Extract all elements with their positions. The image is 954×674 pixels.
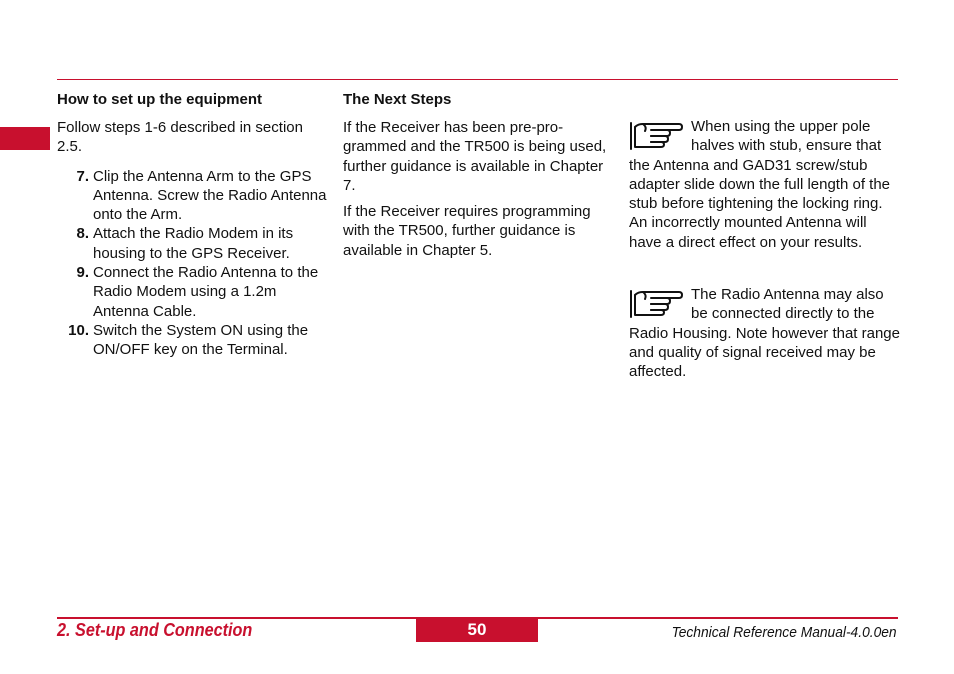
setup-heading: How to set up the equipment	[57, 91, 262, 108]
footer-manual-title: Technical Reference Manual-4.0.0en	[671, 624, 897, 641]
left-column	[57, 90, 329, 360]
next-steps-heading: The Next Steps	[343, 91, 452, 108]
step-number: 7.	[76, 167, 89, 185]
step-text: Connect the Radio Antenna to the Radio Modem using a 1.2m Antenna Cable.	[93, 264, 319, 320]
chapter-tab-marker	[0, 127, 50, 150]
step-text: Switch the System ON using the ON/OFF key on the Terminal.	[93, 321, 309, 359]
pointing-hand-icon	[629, 287, 683, 319]
setup-steps-list	[57, 167, 329, 360]
pointing-hand-icon	[629, 119, 683, 151]
step-number: 10.	[68, 321, 89, 339]
middle-column	[343, 90, 615, 267]
step-number: 8.	[76, 225, 89, 243]
note-text: The Radio Antenna may also be connected directly to the Radio Housing. Note however that range and quality of signal received may be affected.	[629, 286, 900, 381]
setup-intro: Follow steps 1-6 described in section 2.5.	[57, 119, 303, 156]
step-text: Attach the Radio Modem in its housing to the GPS Receiver.	[93, 225, 294, 262]
list-item	[57, 224, 329, 263]
note-text: When using the upper pole halves with stub, ensure that the Antenna and GAD31 screw/stub adapter slide down the full length of the stub before tightening the locking ring. An incorrectly mounted Antenna will have a direct effect on your results.	[629, 118, 891, 251]
right-column	[629, 90, 901, 382]
step-number: 9.	[76, 264, 89, 282]
page-number: 50	[416, 619, 538, 642]
next-steps-paragraph: If the Receiver has been pre-pro-grammed and the TR500 is being used, further guidance is available in Chapter 7.	[343, 119, 607, 194]
footer-chapter-title: 2. Set-up and Connection	[57, 620, 253, 640]
note-block	[629, 285, 901, 381]
note-block	[629, 117, 901, 252]
step-text: Clip the Antenna Arm to the GPS Antenna. Screw the Radio Antenna onto the Arm.	[93, 167, 327, 224]
list-item	[57, 263, 329, 321]
top-rule	[57, 79, 898, 80]
list-item	[57, 167, 329, 225]
list-item	[57, 321, 329, 360]
next-steps-paragraph: If the Receiver requires programming with the TR500, further guidance is available in Chapter 5.	[343, 203, 591, 259]
